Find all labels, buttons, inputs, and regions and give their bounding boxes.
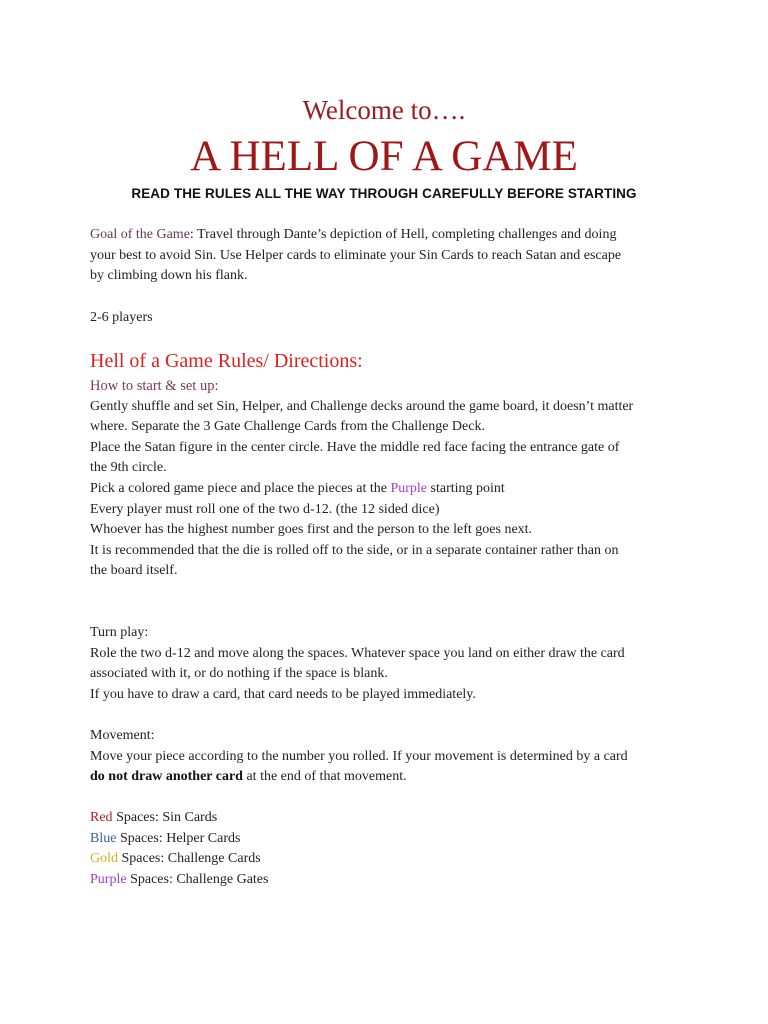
goal-line-3: by climbing down his flank. — [90, 268, 248, 284]
legend-item-purple — [90, 870, 690, 891]
turn-play-section — [90, 623, 690, 705]
legend-color-word: Red — [90, 810, 113, 825]
setup-line: It is recommended that the die is rolled off to the side, or in a separate container rather than on — [90, 542, 619, 558]
setup-piece-line — [90, 479, 690, 500]
purple-word: Purple — [390, 480, 428, 496]
movement-line-1: Move your piece according to the number you rolled. If your movement is determined by a card — [90, 748, 628, 764]
goal-paragraph — [90, 225, 690, 287]
setup-line: Every player must roll one of the two d-12. (the 12 sided dice) — [90, 501, 440, 517]
turn-line: associated with it, or do nothing if the space is blank. — [90, 666, 388, 682]
welcome-heading: Welcome to…. — [302, 95, 466, 125]
player-count: 2-6 players — [90, 310, 153, 325]
legend-text: Spaces: Helper Cards — [116, 830, 241, 846]
goal-line-2: your best to avoid Sin. Use Helper cards to eliminate your Sin Cards to reach Satan and escape — [90, 247, 622, 263]
rules-heading: Hell of a Game Rules/ Directions: — [90, 350, 363, 372]
legend-item-red — [90, 808, 690, 829]
legend-color-word: Gold — [90, 851, 118, 867]
goal-text-1: Travel through Dante’s depiction of Hell, completing challenges and doing — [193, 227, 617, 242]
goal-line-1 — [90, 225, 690, 246]
spaces-legend — [90, 808, 690, 890]
goal-colon: : — [189, 227, 194, 242]
movement-line-2 — [90, 767, 690, 788]
setup-line: Whoever has the highest number goes first and the person to the left goes next. — [90, 522, 533, 538]
setup-line: where. Separate the 3 Gate Challenge Cards from the Challenge Deck. — [90, 419, 485, 435]
setup-line: the board itself. — [90, 563, 178, 579]
legend-color-word: Blue — [90, 830, 117, 846]
movement-text-after: at the end of that movement. — [242, 769, 407, 785]
movement-heading: Movement: — [90, 728, 155, 743]
legend-item-blue — [90, 829, 690, 850]
setup-line: Place the Satan figure in the center circle. Have the middle red face facing the entrance gate of — [90, 439, 620, 455]
legend-text: Spaces: Sin Cards — [112, 810, 218, 825]
goal-label: Goal of the Game — [90, 227, 190, 242]
legend-item-gold — [90, 849, 690, 870]
turn-line: If you have to draw a card, that card needs to be played immediately. — [90, 686, 476, 702]
movement-bold-text: do not draw another card — [90, 769, 243, 785]
legend-text: Spaces: Challenge Cards — [118, 851, 261, 867]
piece-text-after: starting point — [427, 480, 505, 496]
legend-text: Spaces: Challenge Gates — [126, 871, 269, 887]
piece-text-before: Pick a colored game piece and place the pieces at the — [90, 480, 391, 496]
legend-color-word: Purple — [90, 871, 127, 887]
movement-section — [90, 726, 690, 788]
turn-line: Role the two d-12 and move along the spaces. Whatever space you land on either draw the card — [90, 645, 625, 661]
read-rules-notice: READ THE RULES ALL THE WAY THROUGH CAREFULLY BEFORE STARTING — [131, 186, 637, 201]
setup-section — [90, 376, 690, 582]
setup-line: Gently shuffle and set Sin, Helper, and Challenge decks around the game board, it doesn’t matter — [90, 398, 634, 414]
turn-heading: Turn play: — [90, 625, 149, 640]
setup-heading: How to start & set up: — [90, 378, 219, 394]
setup-line: the 9th circle. — [90, 460, 167, 476]
game-title: A HELL OF A GAME — [190, 133, 578, 180]
